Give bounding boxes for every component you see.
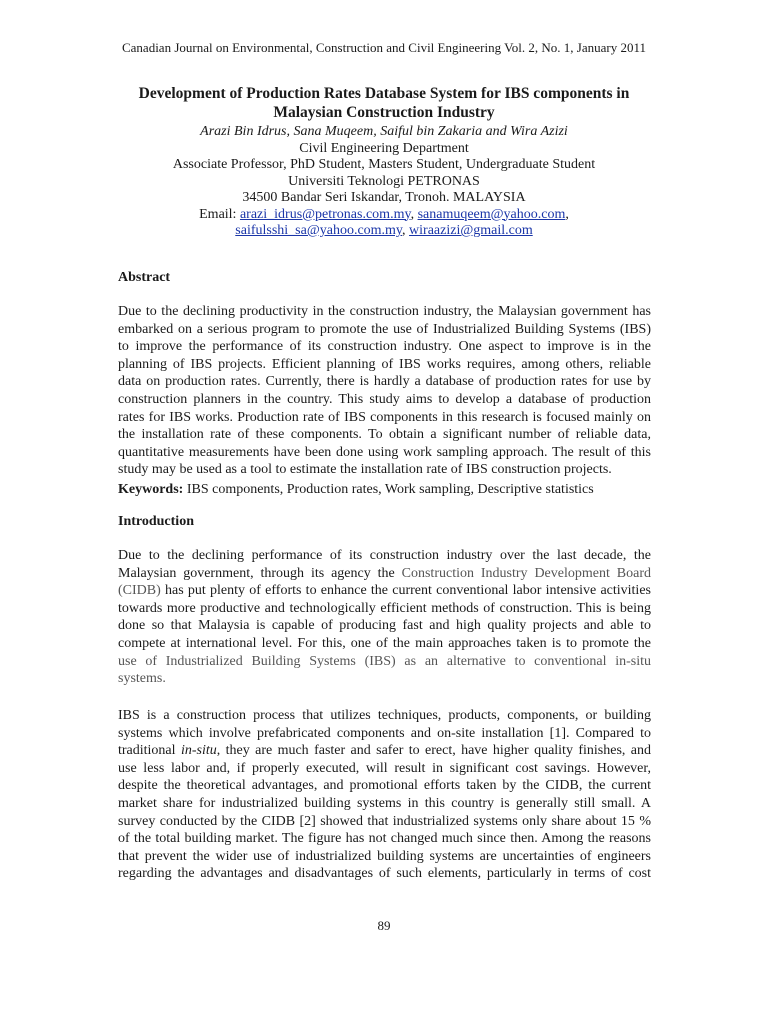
title-line-1: Development of Production Rates Database System for IBS components in [138, 85, 630, 102]
intro-paragraph-1: Due to the declining performance of its construction industry over the last decade, the Malaysian government, through its agency the Construction Industry Development Board (CIDB) has put plenty of efforts to enhance the current conventional labor intensive activities towards more productive and technologically efficient methods of construction. This is being done so that Malaysia is capable of producing fast and high quality projects and able to compete at international level. For this, one of the main approaches taken is to promote the use of Industrialized Building Systems (IBS) as an alternative to conventional in-situ systems. [118, 548, 651, 687]
abstract-heading: Abstract [118, 270, 171, 285]
email-link-sanamuqeem[interactable]: sanamuqeem@yahoo.com [417, 206, 566, 222]
introduction-heading: Introduction [118, 514, 194, 529]
email-label: Email: [199, 206, 237, 222]
running-head: Canadian Journal on Environmental, Construction and Civil Engineering Vol. 2, No. 1, January 2011 [121, 40, 647, 55]
cidb-term: Construction Industry Development Board [401, 565, 651, 581]
university: Universiti Teknologi PETRONAS [288, 173, 480, 189]
keywords-text: IBS components, Production rates, Work sampling, Descriptive statistics [183, 482, 594, 497]
email-link-saifulsshi[interactable]: saifulsshi_sa@yahoo.com.my [235, 223, 403, 238]
abstract-paragraph: Due to the declining productivity in the construction industry, the Malaysian government has embarked on a serious program to promote the use of Industrialized Building Systems (IBS) to improve the performance of its construction industry. One aspect to improve is in the planning of IBS projects. Efficient planning of IBS works requires, among others, reliable data on production rates. Currently, there is hardly a database of production rates for use by construction planners in the country. This study aims to develop a database of production rates for IBS works. Production rate of IBS components in this research is focused mainly on the installation rate of these components. To obtain a significant number of reliable data, quantitative measurements have been done using work sampling approach. The result of this study may be used as a tool to estimate the installation rate of IBS construction projects. [118, 304, 651, 478]
department: Civil Engineering Department [299, 140, 469, 156]
keywords-label: Keywords: [118, 482, 184, 497]
author-info [100, 124, 668, 240]
address: 34500 Bandar Seri Iskandar, Tronoh. MALAYSIA [242, 190, 526, 205]
keywords [118, 481, 651, 499]
paper-title [100, 84, 668, 122]
email-link-wiraazizi[interactable]: wiraazizi@gmail.com [409, 223, 533, 238]
authors: Arazi Bin Idrus, Sana Muqeem, Saiful bin Zakaria and Wira Azizi [200, 124, 568, 139]
email-link-idrus[interactable]: arazi_idrus@petronas.com.my [239, 206, 411, 222]
email-row-1: Email: arazi_idrus@petronas.com.my, sanamuqeem@yahoo.com, [199, 206, 569, 222]
intro-paragraph-2: IBS is a construction process that utilizes techniques, products, components, or building systems which involve prefabricated components and on-site installation [1]. Compared to traditional in-situ, they are much faster and safer to erect, have higher quality finishes, and use less labor and, if properly executed, will result in significant cost savings. However, despite the theoretical advantages, and promotional efforts taken by the CIDB, the current market share for industrialized building systems in this country is generally still small. A survey conducted by the CIDB [2] showed that industrialized systems only share about 15 % of the total building market. The figure has not changed much since then. Among the reasons that prevent the wider use of industrialized building systems are uncertainties of engineers regarding the advantages and disadvantages of such elements, particularly in terms of cost [118, 708, 651, 882]
title-line-2: Malaysian Construction Industry [273, 104, 495, 121]
email-row-2: saifulsshi_sa@yahoo.com.my, wiraazizi@gmail.com [235, 223, 533, 238]
page-number: 89 [377, 918, 391, 933]
positions: Associate Professor, PhD Student, Masters Student, Undergraduate Student [172, 157, 596, 172]
